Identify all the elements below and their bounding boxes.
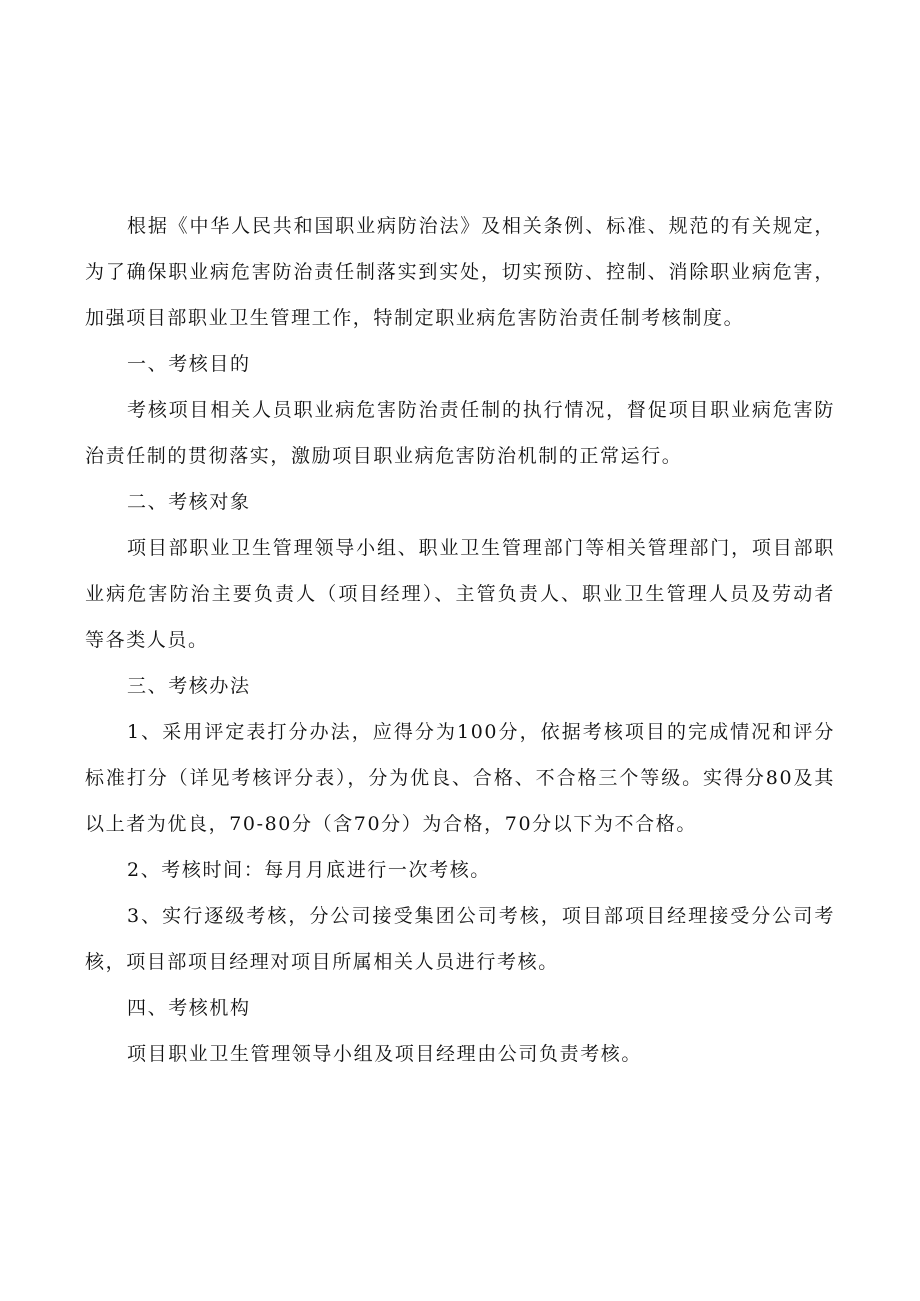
targets-paragraph: 项目部职业卫生管理领导小组、职业卫生管理部门等相关管理部门，项目部职业病危害防治主要负责人（项目经理）、主管负责人、职业卫生管理人员及劳动者等各类人员。 [85, 537, 835, 651]
method-item-2: 2、考核时间：每月月底进行一次考核。 [127, 859, 491, 881]
method-item-3: 3、实行逐级考核，分公司接受集团公司考核，项目部项目经理接受分公司考核，项目部项目经理对项目所属相关人员进行考核。 [85, 905, 835, 973]
section-heading-organization: 四、考核机构 [127, 997, 251, 1019]
intro-paragraph: 根据《中华人民共和国职业病防治法》及相关条例、标准、规范的有关规定，为了确保职业病危害防治责任制落实到实处，切实预防、控制、消除职业病危害，加强项目部职业卫生管理工作，特制定职业病危害防治责任制考核制度。 [85, 215, 835, 329]
organization-paragraph: 项目职业卫生管理领导小组及项目经理由公司负责考核。 [127, 1043, 643, 1065]
section-heading-purpose: 一、考核目的 [127, 353, 251, 375]
document-body [85, 203, 835, 1077]
purpose-paragraph: 考核项目相关人员职业病危害防治责任制的执行情况，督促项目职业病危害防治责任制的贯彻落实，激励项目职业病危害防治机制的正常运行。 [85, 399, 835, 467]
method-item-1: 1、采用评定表打分办法，应得分为100分，依据考核项目的完成情况和评分标准打分（详见考核评分表），分为优良、合格、不合格三个等级。实得分80及其以上者为优良，70-80分（含70分）为合格，70分以下为不合格。 [85, 721, 835, 835]
section-heading-method: 三、考核办法 [127, 675, 251, 697]
section-heading-targets: 二、考核对象 [127, 491, 251, 513]
